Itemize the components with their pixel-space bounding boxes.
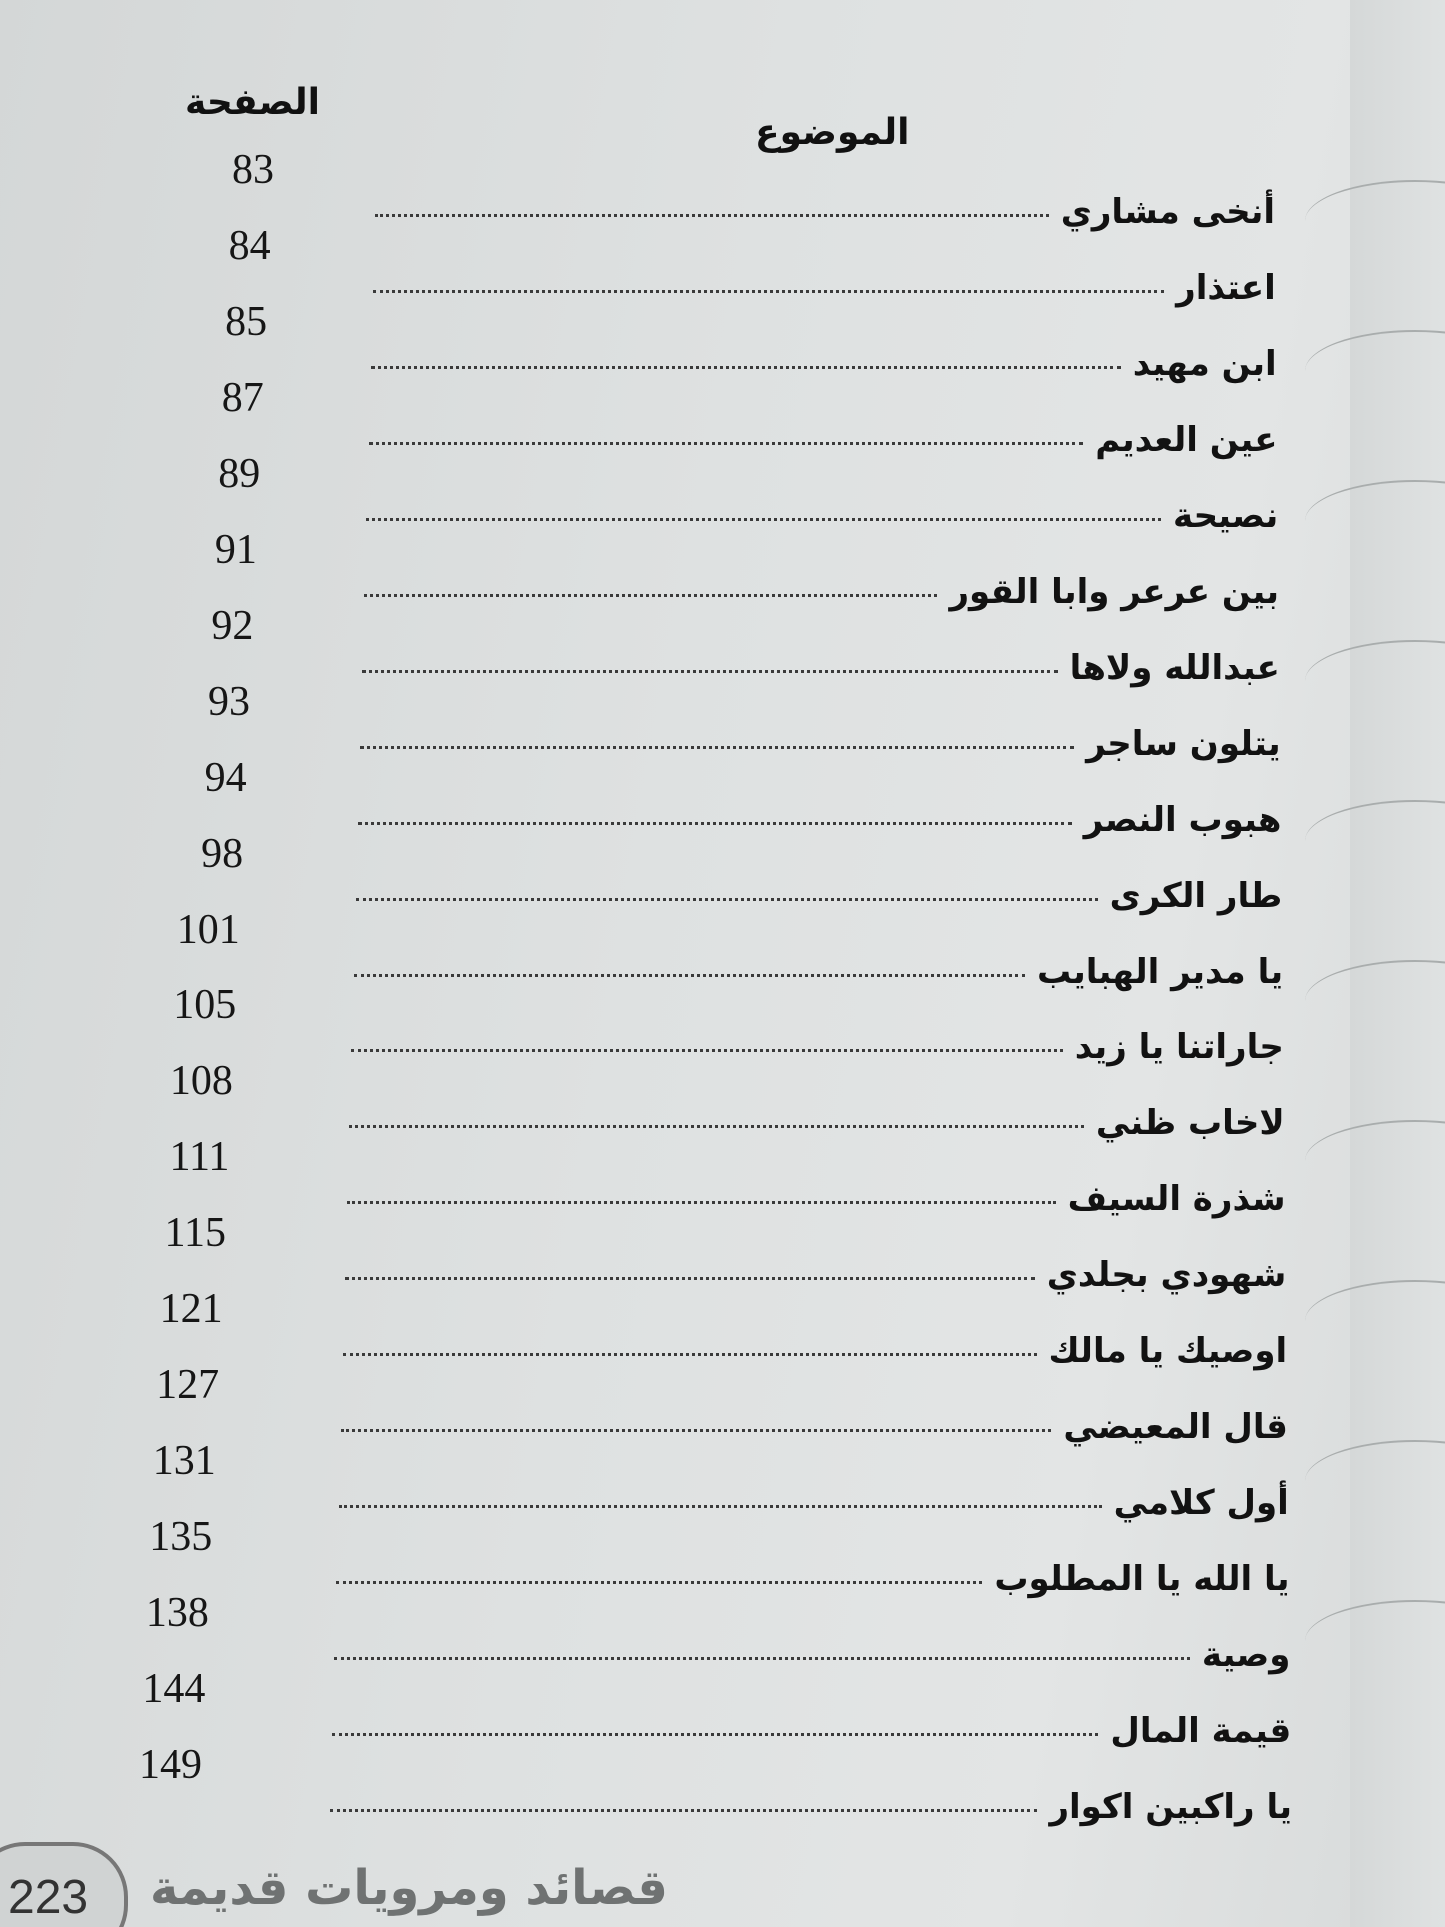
- toc-page-number: 108: [169, 1058, 233, 1105]
- leader-dots: [354, 974, 1025, 977]
- topic-column-heading: الموضوع: [755, 112, 910, 153]
- toc-page-number: 149: [139, 1742, 202, 1788]
- leader-dots: [345, 1277, 1035, 1280]
- list-item: [0, 1286, 1445, 1372]
- leader-dots: [360, 746, 1074, 749]
- toc-entry-title: طار الكرى: [1109, 875, 1283, 916]
- toc-entry-title: أول كلامي: [1113, 1483, 1289, 1524]
- leader-dots: [364, 594, 937, 597]
- toc-page-number: 105: [173, 982, 237, 1029]
- list-item: [0, 1514, 1445, 1600]
- toc-page-number: 98: [201, 830, 244, 877]
- leader-dots: [371, 366, 1121, 369]
- list-item: [0, 526, 1445, 612]
- toc-entry-title: أنخى مشاري: [1060, 192, 1275, 232]
- toc-page-number: 85: [225, 298, 268, 345]
- toc-page-number: 135: [149, 1514, 213, 1561]
- toc-page-number: 131: [152, 1438, 216, 1485]
- toc-entry-title: نصيحة: [1172, 495, 1279, 536]
- toc-page-number: 115: [164, 1210, 226, 1257]
- list-item: [0, 830, 1445, 916]
- toc-page-number: 94: [204, 754, 247, 801]
- list-item: [0, 1134, 1445, 1220]
- toc-page-number: 144: [142, 1666, 206, 1713]
- toc-entry-title: يتلون ساجر: [1086, 723, 1281, 764]
- toc-page-number: 138: [145, 1590, 209, 1637]
- page-number: 223: [8, 1871, 89, 1924]
- toc-entry-title: عين العديم: [1095, 419, 1278, 460]
- leader-dots: [375, 214, 1049, 217]
- leader-dots: [358, 822, 1072, 825]
- toc-page-number: 84: [228, 222, 271, 269]
- list-item: [0, 1438, 1445, 1524]
- leader-dots: [362, 670, 1058, 673]
- toc-entry-title: هبوب النصر: [1083, 799, 1282, 840]
- list-item: [0, 374, 1445, 460]
- toc-entry-title: يا الله يا المطلوب: [994, 1559, 1290, 1600]
- toc-entry-title: وصية: [1201, 1635, 1291, 1676]
- list-item: [0, 1742, 1445, 1827]
- toc-page-number: 111: [169, 1134, 230, 1181]
- toc-page-number: 89: [218, 450, 261, 497]
- page-column-heading: الصفحة: [185, 82, 321, 123]
- leader-dots: [369, 442, 1083, 445]
- toc-entry-title: شذرة السيف: [1067, 1179, 1286, 1220]
- toc-entry-title: يا مدير الهبايب: [1037, 951, 1284, 992]
- toc-entry-title: شهودي بجلدي: [1046, 1255, 1287, 1296]
- list-item: [0, 982, 1445, 1068]
- leader-dots: [349, 1125, 1084, 1128]
- list-item: [0, 1362, 1445, 1448]
- toc-page-number: 101: [176, 906, 240, 953]
- toc-page-number: 127: [156, 1362, 220, 1409]
- toc-entry-title: اوصيك يا مالك: [1048, 1331, 1288, 1372]
- list-item: [0, 1058, 1445, 1144]
- toc-entry-title: يا راكبين اكوار: [1049, 1787, 1292, 1827]
- list-item: [0, 298, 1445, 384]
- list-item: [0, 147, 1445, 232]
- toc-page-number: 92: [211, 602, 254, 649]
- book-title-footer: قصائد ومرويات قديمة: [150, 1860, 668, 1916]
- toc-page-number: 93: [208, 678, 250, 725]
- leader-dots: [336, 1581, 982, 1584]
- toc-entry-title: بين عرعر وابا القور: [949, 571, 1280, 612]
- leader-dots: [341, 1429, 1051, 1432]
- leader-dots: [330, 1809, 1037, 1812]
- toc-page-number: 87: [221, 374, 264, 421]
- toc-entry-title: قيمة المال: [1110, 1711, 1292, 1752]
- list-item: [0, 450, 1445, 536]
- toc-entry-title: قال المعيضي: [1063, 1407, 1288, 1448]
- list-item: [0, 222, 1445, 308]
- list-item: [0, 602, 1445, 688]
- leader-dots: [373, 290, 1164, 293]
- toc-entry-title: ابن مهيد: [1132, 343, 1277, 384]
- leader-dots: [343, 1353, 1037, 1356]
- leader-dots: [334, 1657, 1190, 1660]
- toc-entry-title: لاخاب ظني: [1095, 1103, 1285, 1144]
- leader-dots: [351, 1049, 1063, 1052]
- list-item: [0, 678, 1445, 764]
- list-item: [0, 1666, 1445, 1752]
- toc-page-number: 83: [232, 147, 274, 193]
- toc-entry-title: جاراتنا يا زيد: [1074, 1027, 1284, 1068]
- toc-page-number: 91: [214, 526, 257, 573]
- list-item: [0, 754, 1445, 840]
- leader-dots: [347, 1201, 1056, 1204]
- list-item: [0, 1210, 1445, 1296]
- list-item: [0, 1590, 1445, 1676]
- leader-dots: [332, 1733, 1098, 1736]
- toc-entry-title: اعتذار: [1176, 267, 1276, 308]
- toc-page-number: 121: [159, 1286, 223, 1333]
- leader-dots: [356, 898, 1098, 901]
- list-item: [0, 906, 1445, 992]
- leader-dots: [339, 1505, 1102, 1508]
- toc-entry-title: عبدالله ولاها: [1069, 647, 1280, 688]
- leader-dots: [366, 518, 1161, 521]
